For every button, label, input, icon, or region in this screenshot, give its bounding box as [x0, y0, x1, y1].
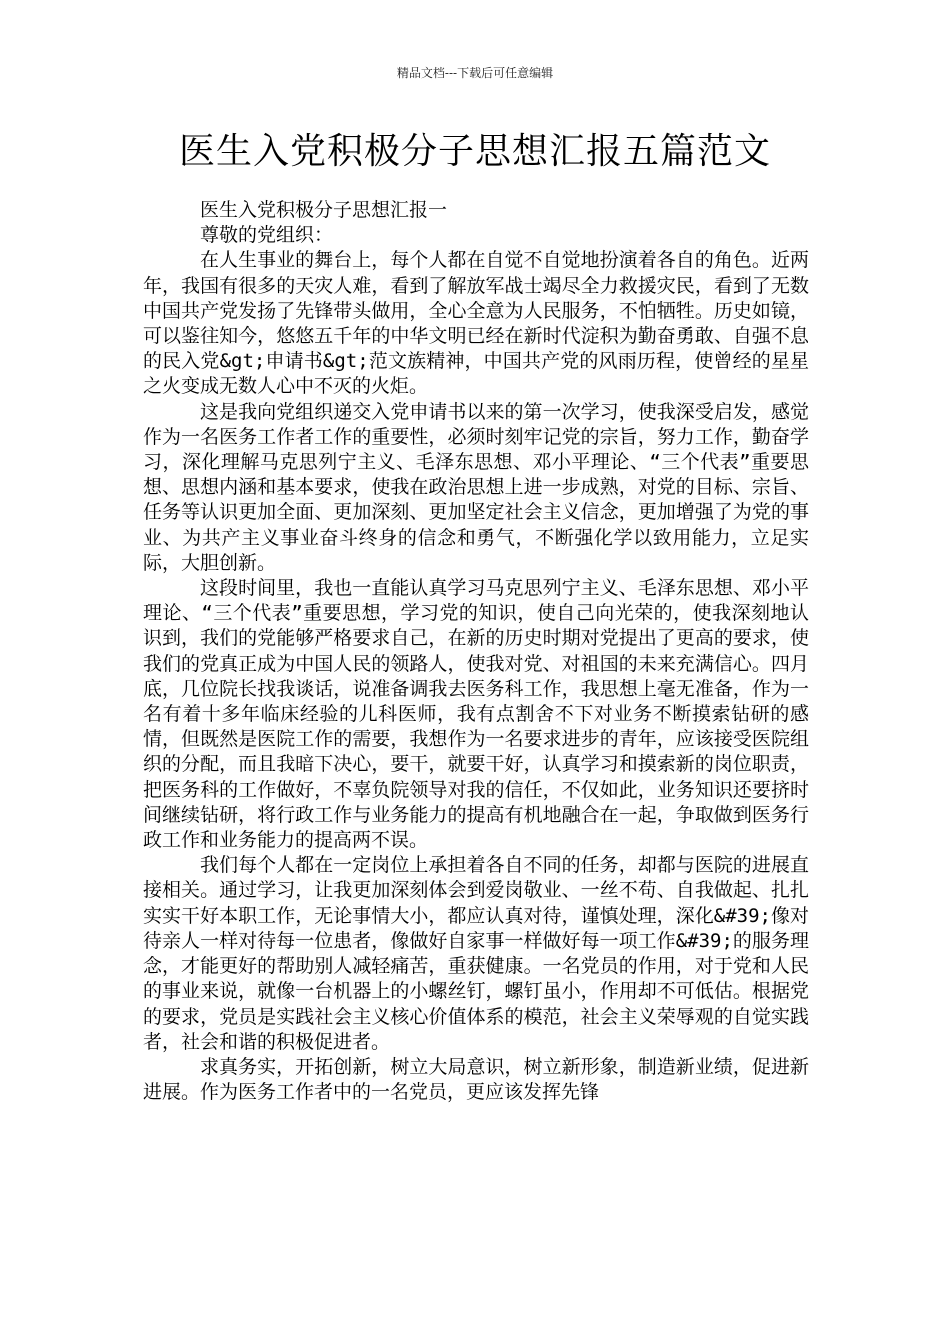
- salutation: 尊敬的党组织：: [200, 224, 334, 247]
- paragraph: 我们每个人都在一定岗位上承担着各自不同的任务，却都与医院的进展直接相关。通过学习，让我更加深刻体会到爱岗敬业、一丝不苟、自我做起、扎扎实实干好本职工作，无论事情大小，都应认真对待，谨慎处理，深化&#39;像对待亲人一样对待每一位患者，像做好自家事一样做好每一项工作&#39;的服务理念，才能更好的帮助别人减轻痛苦，重获健康。一名党员的作用，对于党和人民的事业来说，就像一台机器上的小螺丝钉，螺钉虽小，作用却不可低估。根据党的要求，党员是实践社会主义核心价值体系的模范，社会主义荣辱观的自觉实践者，社会和谐的积极促进者。: [143, 854, 809, 1053]
- document-title: 医生入党积极分子思想汇报五篇范文: [178, 131, 771, 172]
- header-note: 精品文档---下载后可任意编辑: [396, 66, 554, 80]
- document-body: [143, 198, 809, 1105]
- paragraph: 在人生事业的舞台上，每个人都在自觉不自觉地扮演着各自的角色。近两年，我国有很多的天灾人难，看到了解放军战士竭尽全力救援灾民，看到了无数中国共产党发扬了先锋带头做用，全心全意为人民服务，不怕牺牲。历史如镜，可以鉴往知今，悠悠五千年的中华文明已经在新时代淀积为勤奋勇敢、自强不息的民入党&gt;申请书&gt;范文族精神，中国共产党的风雨历程，使曾经的星星之火变成无数人心中不灭的火炬。: [143, 249, 809, 398]
- paragraph: 求真务实，开拓创新，树立大局意识，树立新形象，制造新业绩，促进新进展。作为医务工作者中的一名党员，更应该发挥先锋: [143, 1055, 809, 1104]
- paragraph: 这是我向党组织递交入党申请书以来的第一次学习，使我深受启发，感觉作为一名医务工作者工作的重要性，必须时刻牢记党的宗旨，努力工作，勤奋学习，深化理解马克思列宁主义、毛泽东思想、邓小平理论、“三个代表”重要思想、思想内涵和基本要求，使我在政治思想上进一步成熟，对党的目标、宗旨、任务等认识更加全面、更加深刻、更加坚定社会主义信念，更加增强了为党的事业、为共产主义事业奋斗终身的信念和勇气，不断强化学以致用能力，立足实际，大胆创新。: [143, 400, 809, 574]
- subtitle: 医生入党积极分子思想汇报一: [200, 199, 448, 221]
- paragraph: 这段时间里，我也一直能认真学习马克思列宁主义、毛泽东思想、邓小平理论、“三个代表”重要思想，学习党的知识，使自己向光荣的，使我深刻地认识到，我们的党能够严格要求自己，在新的历史时期对党提出了更高的要求，使我们的党真正成为中国人民的领路人，使我对党、对祖国的未来充满信心。四月底，几位院长找我谈话，说准备调我去医务科工作，我思想上毫无准备，作为一名有着十多年临床经验的儿科医师，我有点割舍不下对业务不断摸索钻研的感情，但既然是医院工作的需要，我想作为一名要求进步的青年，应该接受医院组织的分配，而且我暗下决心，要干，就要干好，认真学习和摸索新的岗位职责，把医务科的工作做好，不辜负院领导对我的信任，不仅如此，业务知识还要挤时间继续钻研，将行政工作与业务能力的提高有机地融合在一起，争取做到医务行政工作和业务能力的提高两不误。: [143, 577, 809, 852]
